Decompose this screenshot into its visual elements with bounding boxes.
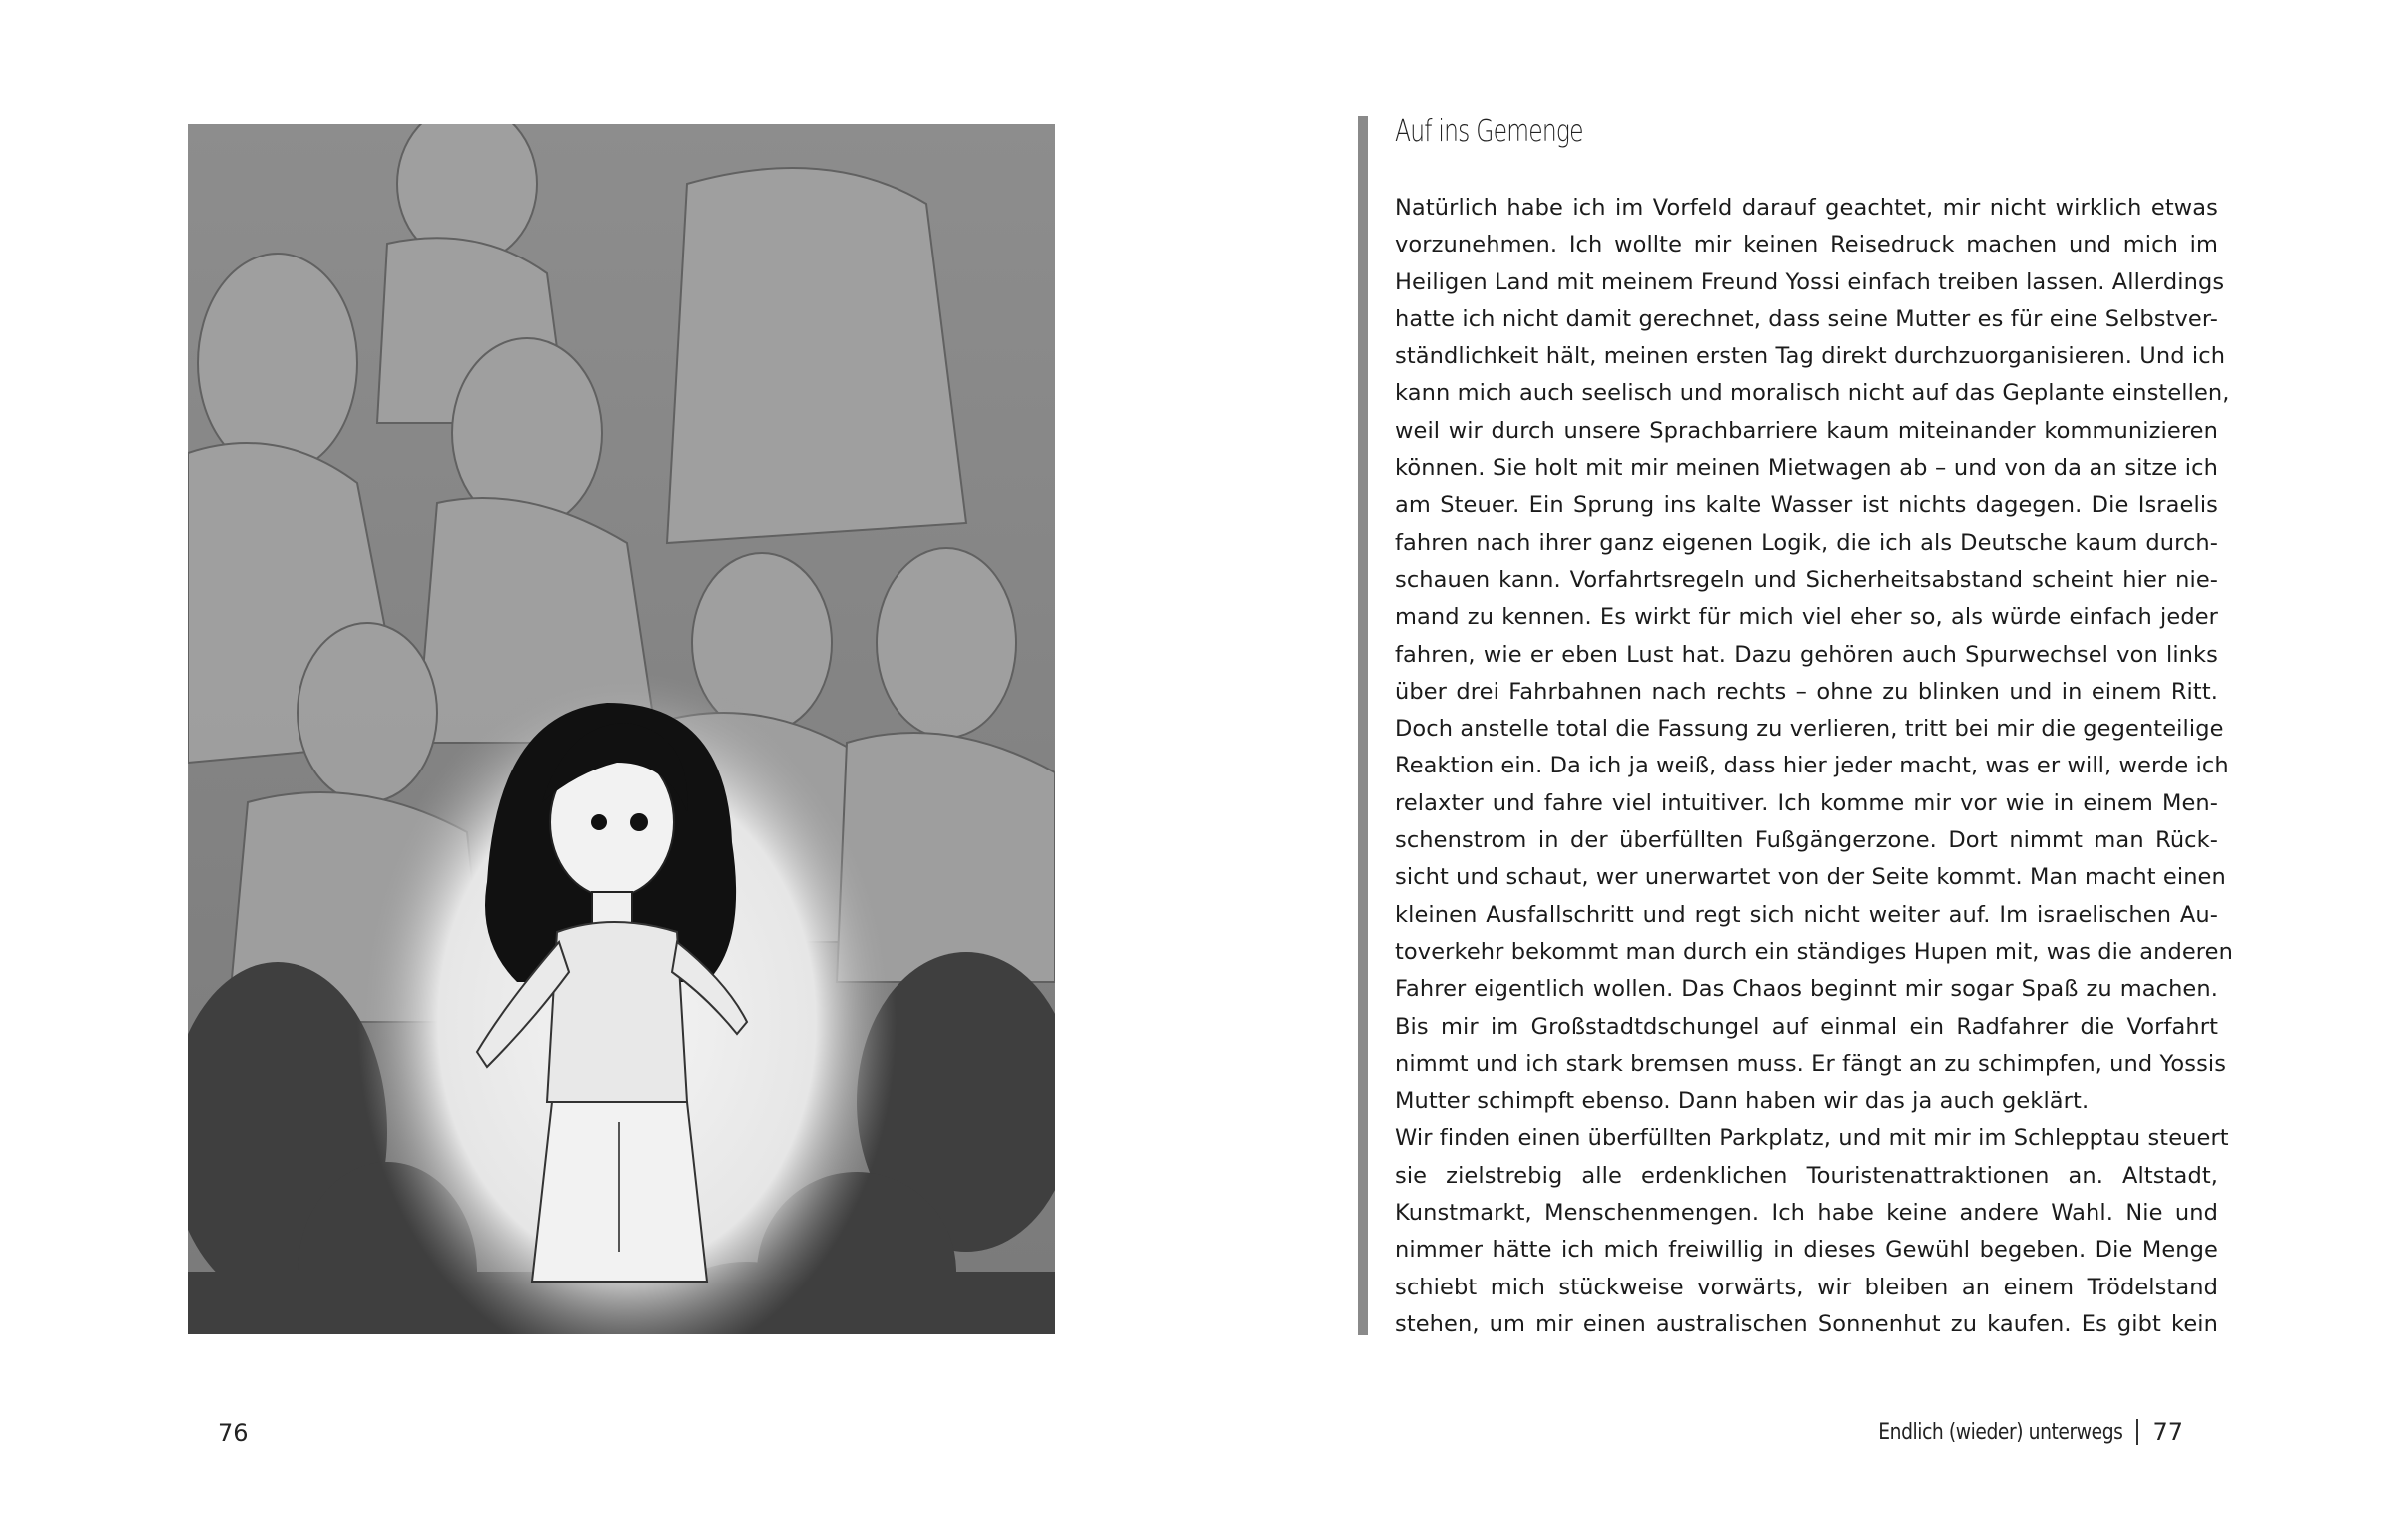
- text-line: nimmer hätte ich mich freiwillig in dieses Gewühl begeben. Die Menge: [1395, 1237, 2218, 1264]
- text-line: Heiligen Land mit meinem Freund Yossi einfach treiben lassen. Allerdings: [1395, 268, 2225, 295]
- text-line: Natürlich habe ich im Vorfeld darauf geachtet, mir nicht wirklich etwas: [1395, 195, 2218, 221]
- text-line: relaxter und fahre viel intuitiver. Ich komme mir vor wie in einem Men-: [1395, 789, 2218, 816]
- text-line: über drei Fahrbahnen nach rechts – ohne zu blinken und in einem Ritt.: [1395, 678, 2218, 705]
- crowd-illustration: [188, 124, 1055, 1334]
- page-number-right: 77: [2152, 1418, 2183, 1446]
- text-line: Reaktion ein. Da ich ja weiß, dass hier jeder macht, was er will, werde ich: [1395, 753, 2229, 779]
- footer-separator: [2136, 1419, 2138, 1445]
- text-line: fahren, wie er eben Lust hat. Dazu gehören auch Spurwechsel von links: [1395, 641, 2218, 668]
- body-text: [1395, 190, 2233, 1343]
- text-line: Fahrer eigentlich wollen. Das Chaos beginnt mir sogar Spaß zu machen.: [1395, 976, 2218, 1003]
- text-line: schauen kann. Vorfahrtsregeln und Sicherheitsabstand scheint hier nie-: [1395, 566, 2218, 593]
- text-line: kleinen Ausfallschritt und regt sich nicht weiter auf. Im israelischen Au-: [1395, 901, 2218, 928]
- text-line: weil wir durch unsere Sprachbarriere kaum miteinander kommunizieren: [1395, 417, 2218, 444]
- page-number-left: 76: [218, 1419, 249, 1447]
- text-line: hatte ich nicht damit gerechnet, dass seine Mutter es für eine Selbstver-: [1395, 305, 2218, 332]
- text-line: vorzunehmen. Ich wollte mir keinen Reisedruck machen und mich im: [1395, 232, 2218, 258]
- running-title: Endlich (wieder) unterwegs: [1878, 1419, 2123, 1445]
- text-line: Mutter schimpft ebenso. Dann haben wir das ja auch geklärt.: [1395, 1088, 2090, 1115]
- text-line: sicht und schaut, wer unerwartet von der Seite kommt. Man macht einen: [1395, 864, 2226, 891]
- text-line: schenstrom in der überfüllten Fußgängerzone. Dort nimmt man Rück-: [1395, 827, 2218, 854]
- text-line: fahren nach ihrer ganz eigenen Logik, die ich als Deutsche kaum durch-: [1395, 529, 2218, 556]
- text-line: nimmt und ich stark bremsen muss. Er fängt an zu schimpfen, und Yossis: [1395, 1050, 2227, 1077]
- text-line: kann mich auch seelisch und moralisch nicht auf das Geplante einstellen,: [1395, 380, 2230, 407]
- running-footer: [1835, 1418, 2183, 1446]
- text-line: Doch anstelle total die Fassung zu verlieren, tritt bei mir die gegenteilige: [1395, 716, 2224, 743]
- text-line: toverkehr bekommt man durch ein ständiges Hupen mit, was die anderen: [1395, 938, 2233, 965]
- text-line: schiebt mich stückweise vorwärts, wir bleiben an einem Trödelstand: [1395, 1274, 2218, 1300]
- text-line: Wir finden einen überfüllten Parkplatz, und mit mir im Schlepptau steuert: [1395, 1125, 2229, 1152]
- text-line: am Steuer. Ein Sprung ins kalte Wasser ist nichts dagegen. Die Israelis: [1395, 492, 2218, 519]
- section-title: Auf ins Gemenge: [1395, 114, 1583, 149]
- text-line: Kunstmarkt, Menschenmengen. Ich habe keine andere Wahl. Nie und: [1395, 1200, 2218, 1227]
- girl-in-crowd-illustration-icon: [188, 124, 1055, 1334]
- text-line: können. Sie holt mit mir meinen Mietwagen ab – und von da an sitze ich: [1395, 455, 2218, 482]
- text-line: Bis mir im Großstadtdschungel auf einmal ein Radfahrer die Vorfahrt: [1395, 1013, 2218, 1040]
- text-line: mand zu kennen. Es wirkt für mich viel eher so, als würde einfach jeder: [1395, 604, 2218, 631]
- text-line: stehen, um mir einen australischen Sonnenhut zu kaufen. Es gibt kein: [1395, 1310, 2218, 1337]
- sidebar-accent-bar: [1358, 116, 1368, 1335]
- text-line: ständlichkeit hält, meinen ersten Tag direkt durchzuorganisieren. Und ich: [1395, 343, 2226, 370]
- text-line: sie zielstrebig alle erdenklichen Touristenattraktionen an. Altstadt,: [1395, 1162, 2218, 1189]
